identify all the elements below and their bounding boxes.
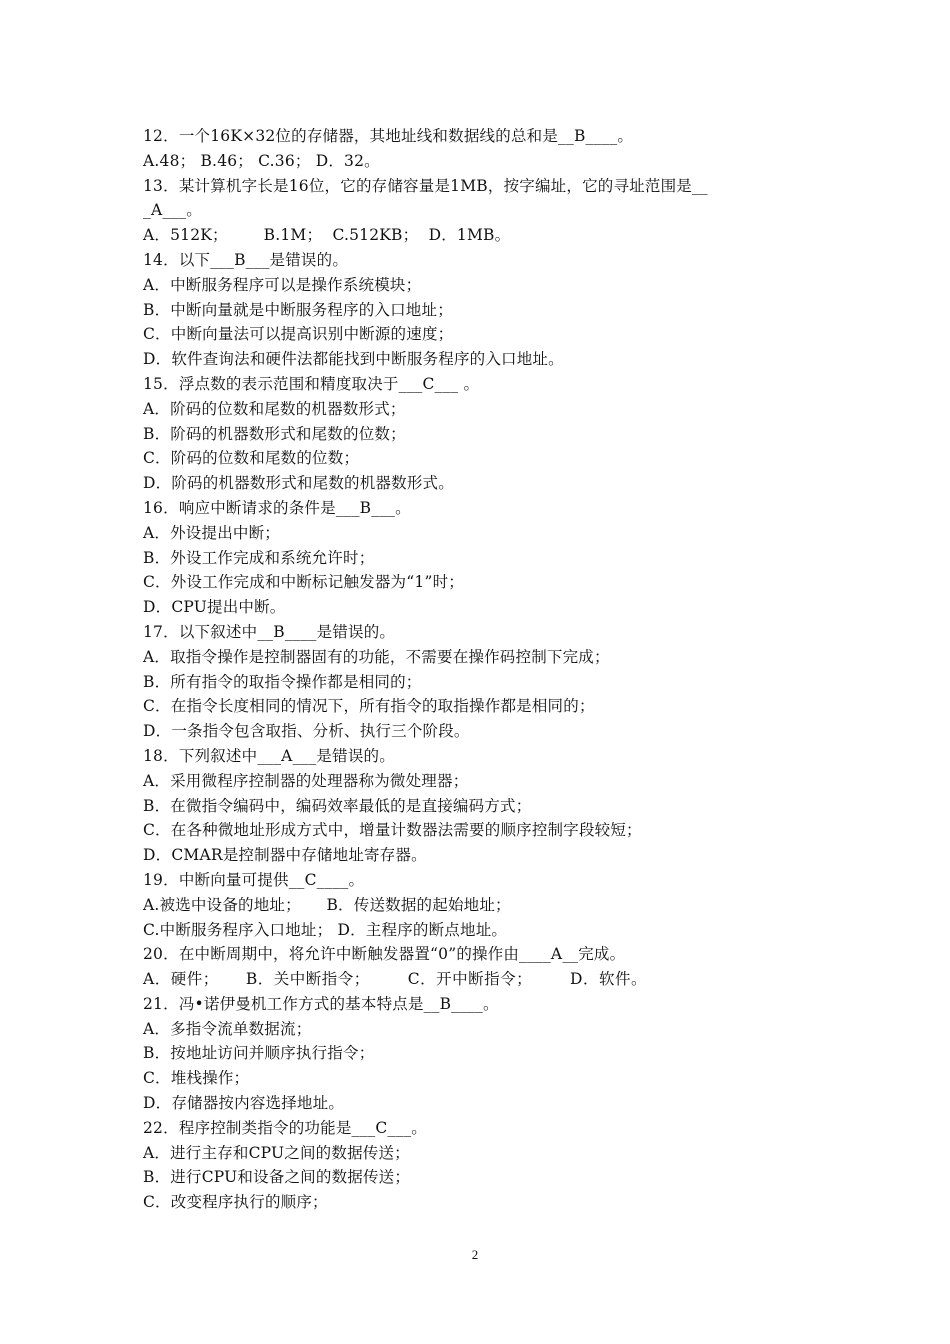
question-13-stem: 13．某计算机字长是16位，它的存储容量是1MB，按字编址，它的寻址范围是__ [143, 176, 708, 195]
question-22-option-a: A．进行主存和CPU之间的数据传送； [143, 1143, 410, 1162]
question-17-stem: 17．以下叙述中__B____是错误的。 [143, 622, 396, 641]
question-14-option-a: A．中断服务程序可以是操作系统模块； [143, 275, 422, 294]
question-15-option-c: C．阶码的位数和尾数的位数； [143, 449, 360, 468]
question-16-option-b: B．外设工作完成和系统允许时； [143, 548, 375, 567]
question-20-options: A．硬件； B．关中断指令； C．开中断指令； D．软件。 [143, 970, 647, 989]
question-21-option-b: B．按地址访问并顺序执行指令； [143, 1044, 375, 1063]
question-16-option-c: C．外设工作完成和中断标记触发器为“1”时； [143, 573, 464, 592]
document-body [143, 124, 823, 1215]
question-21-option-c: C．堆栈操作； [143, 1069, 250, 1088]
question-13-options: A．512K； B.1M； C.512KB； D．1MB。 [143, 226, 511, 245]
question-16-stem: 16．响应中断请求的条件是___B___。 [143, 498, 411, 517]
question-17-option-c: C．在指令长度相同的情况下，所有指令的取指操作都是相同的； [143, 697, 595, 716]
question-16-option-a: A．外设提出中断； [143, 523, 280, 542]
question-15-option-a: A．阶码的位数和尾数的机器数形式； [143, 399, 406, 418]
question-15-stem: 15．浮点数的表示范围和精度取决于___C___ 。 [143, 374, 480, 393]
question-17-option-d: D．一条指令包含取指、分析、执行三个阶段。 [143, 722, 470, 741]
question-21-option-a: A．多指令流单数据流； [143, 1019, 312, 1038]
question-17-option-a: A．取指令操作是控制器固有的功能，不需要在操作码控制下完成； [143, 647, 610, 666]
question-22-option-c: C．改变程序执行的顺序； [143, 1193, 328, 1212]
question-15-option-d: D．阶码的机器数形式和尾数的机器数形式。 [143, 474, 454, 493]
question-12-options: A.48； B.46； C.36； D．32。 [143, 151, 380, 170]
question-14-option-c: C．中断向量法可以提高识别中断源的速度； [143, 325, 454, 344]
question-14-option-b: B．中断向量就是中断服务程序的入口地址； [143, 300, 453, 319]
question-21-option-d: D．存储器按内容选择地址。 [143, 1094, 345, 1113]
question-18-option-b: B．在微指令编码中，编码效率最低的是直接编码方式； [143, 796, 532, 815]
question-17-option-b: B．所有指令的取指令操作都是相同的； [143, 672, 422, 691]
question-19-options-ab: A.被选中设备的地址； B．传送数据的起始地址； [143, 895, 511, 914]
question-19-options-cd: C.中断服务程序入口地址； D．主程序的断点地址。 [143, 920, 508, 939]
question-19-stem: 19．中断向量可提供__C____。 [143, 870, 365, 889]
question-14-stem: 14．以下___B___是错误的。 [143, 250, 349, 269]
question-16-option-d: D．CPU提出中断。 [143, 598, 286, 617]
question-18-stem: 18．下列叙述中___A___是错误的。 [143, 746, 395, 765]
question-14-option-d: D．软件查询法和硬件法都能找到中断服务程序的入口地址。 [143, 350, 564, 369]
question-18-option-c: C．在各种微地址形成方式中，增量计数器法需要的顺序控制字段较短； [143, 821, 642, 840]
question-15-option-b: B．阶码的机器数形式和尾数的位数； [143, 424, 406, 443]
question-18-option-d: D．CMAR是控制器中存储地址寄存器。 [143, 846, 427, 865]
question-21-stem: 21．冯•诺伊曼机工作方式的基本特点是__B____。 [143, 994, 499, 1013]
question-22-option-b: B．进行CPU和设备之间的数据传送； [143, 1168, 411, 1187]
question-12-stem: 12．一个16K×32位的存储器，其地址线和数据线的总和是__B____。 [143, 127, 634, 145]
page-number: 2 [471, 1247, 479, 1262]
question-18-option-a: A．采用微程序控制器的处理器称为微处理器； [143, 771, 469, 790]
question-20-stem: 20．在中断周期中，将允许中断触发器置“0”的操作由____A__完成。 [143, 945, 626, 964]
question-13-stem-continued: _A___。 [143, 201, 202, 220]
question-22-stem: 22．程序控制类指令的功能是___C___。 [143, 1118, 427, 1137]
